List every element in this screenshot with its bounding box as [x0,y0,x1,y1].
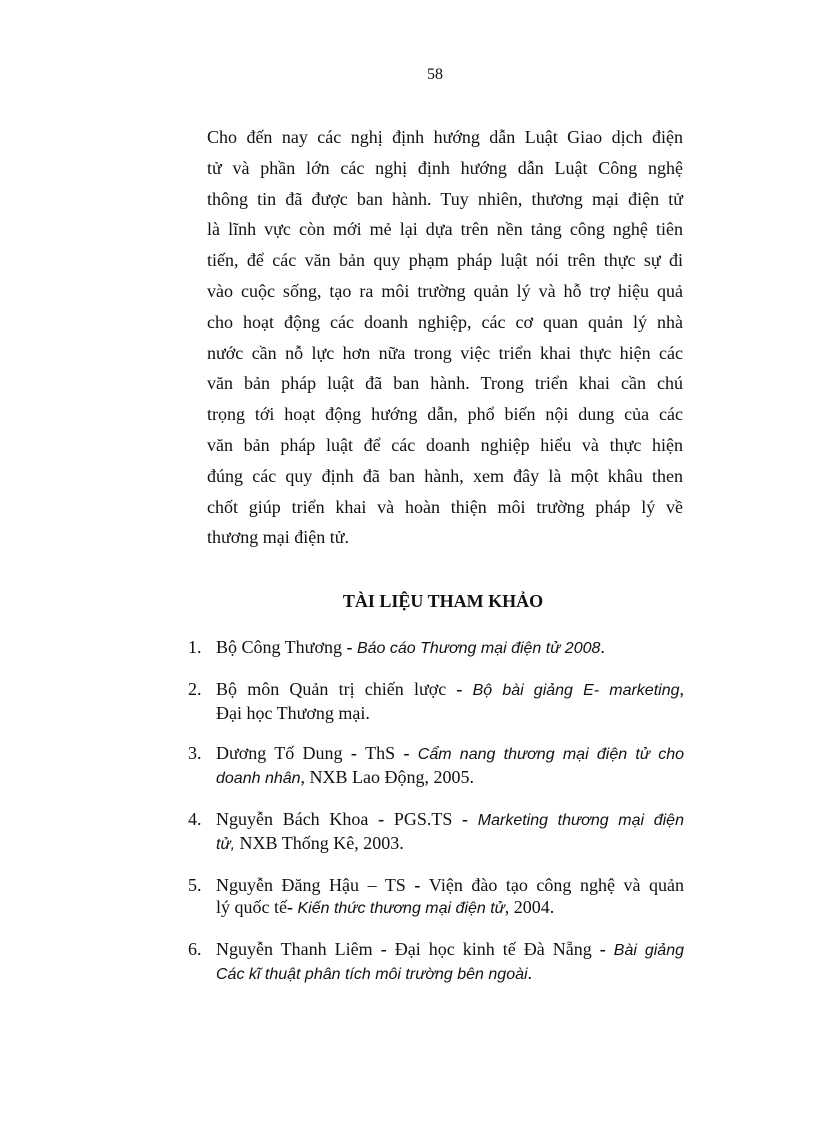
paragraph-line: văn bản pháp luật để các doanh nghiệp hiểu và thực hiện [207,434,683,455]
reference-line [216,938,684,962]
paragraph-line: thương mại điện tử. [207,527,350,548]
body-paragraph [207,122,683,553]
reference-line [216,808,684,832]
reference-publisher: Đại học Thương mại. [216,703,370,723]
paragraph-line: nước cần nỗ lực hơn nữa trong việc triển khai thực hiện các [207,342,683,363]
reference-title: Báo cáo Thương mại điện tử 2008 [356,640,601,657]
reference-number: 5. [188,875,202,895]
reference-title: Cẩm nang thương mại điện tử cho [417,746,684,763]
reference-title: tử, [216,836,236,853]
reference-author: Bộ Công Thương [216,637,342,657]
reference-punct: , [679,679,684,699]
paragraph-line: là lĩnh vực còn mới mẻ lại dựa trên nền tảng công nghệ tiên [207,219,683,240]
reference-line [216,678,684,702]
paragraph-line: trọng tới hoạt động hướng dẫn, phổ biến nội dung của các [207,404,683,425]
reference-number: 2. [188,679,202,699]
reference-number: 6. [188,939,202,959]
reference-institution: Viện đào tạo công nghệ và quản [428,875,684,895]
reference-author: Nguyễn Bách Khoa [216,809,369,829]
reference-separator: - [341,637,357,657]
reference-number: 1. [188,637,202,657]
reference-line [216,896,684,920]
reference-line [216,962,684,986]
reference-line [216,636,684,660]
reference-punct: . [527,963,533,983]
reference-separator: - [342,743,366,763]
reference-title: Bài giảng [613,942,684,959]
reference-author: Bộ môn Quản trị chiến lược [216,679,447,699]
reference-item [188,808,684,856]
paragraph-line: tử và phần lớn các nghị định hướng dẫn Luật Công nghệ [207,157,683,178]
reference-line [216,742,684,766]
reference-item [188,938,684,986]
reference-title: Marketing thương mại điện [477,812,684,829]
reference-separator: - [405,875,429,895]
reference-separator: - [395,743,418,763]
references-list [188,636,684,1004]
reference-degree: ThS [365,743,396,763]
reference-author: Nguyễn Thanh Liêm [216,939,373,959]
reference-title: Các kĩ thuật phân tích môi trường bên ngoài [216,966,528,983]
paragraph-line: chốt giúp triển khai và hoàn thiện môi trường pháp lý về [207,496,683,517]
reference-line [216,766,684,790]
reference-item [188,874,684,920]
reference-publisher: , NXB Lao Động, 2005. [300,767,475,787]
reference-punct: . [600,637,605,657]
reference-separator: – [359,875,385,895]
paragraph-line: văn bản pháp luật đã ban hành. Trong triển khai cần chú [207,373,683,394]
reference-separator: - [452,809,478,829]
reference-separator: - [286,897,298,917]
references-heading: TÀI LIỆU THAM KHẢO [342,591,544,611]
paragraph-line: thông tin đã được ban hành. Tuy nhiên, thương mại điện tử [207,188,683,209]
reference-author: Nguyễn Đăng Hậu [216,875,360,895]
reference-item [188,678,684,724]
paragraph-line: Cho đến nay các nghị định hướng dẫn Luật Giao dịch điện [207,127,683,147]
reference-publisher: , 2004. [504,897,555,917]
reference-separator: - [446,679,473,699]
paragraph-line: tiến, để các văn bản quy phạm pháp luật nói trên thực sự đi [207,250,683,271]
reference-institution: lý quốc tế [216,897,287,917]
reference-title: Bộ bài giảng E- marketing [472,682,680,699]
reference-line [216,832,684,856]
reference-number: 3. [188,743,202,763]
reference-institution: Đại học kinh tế Đà Nẵng [394,939,592,959]
reference-publisher: NXB Thống Kê, 2003. [235,833,404,853]
reference-line [216,874,684,896]
page-number: 58 [427,66,443,83]
reference-separator: - [591,939,614,959]
reference-separator: - [372,939,395,959]
reference-number: 4. [188,809,202,829]
reference-title: Kiến thức thương mại điện tử [297,900,505,917]
reference-degree: TS [384,875,406,895]
reference-item [188,636,684,660]
reference-degree: PGS.TS [393,809,453,829]
reference-author: Dương Tố Dung [216,743,343,763]
paragraph-line: vào cuộc sống, tạo ra môi trường quản lý và hỗ trợ hiệu quả [207,280,683,301]
reference-title: doanh nhân [216,770,301,787]
reference-item [188,742,684,790]
paragraph-line: đúng các quy định đã ban hành, xem đây là một khâu then [207,465,683,486]
paragraph-line: cho hoạt động các doanh nghiệp, các cơ quan quản lý nhà [207,311,683,332]
reference-separator: - [368,809,394,829]
reference-line [216,702,684,724]
